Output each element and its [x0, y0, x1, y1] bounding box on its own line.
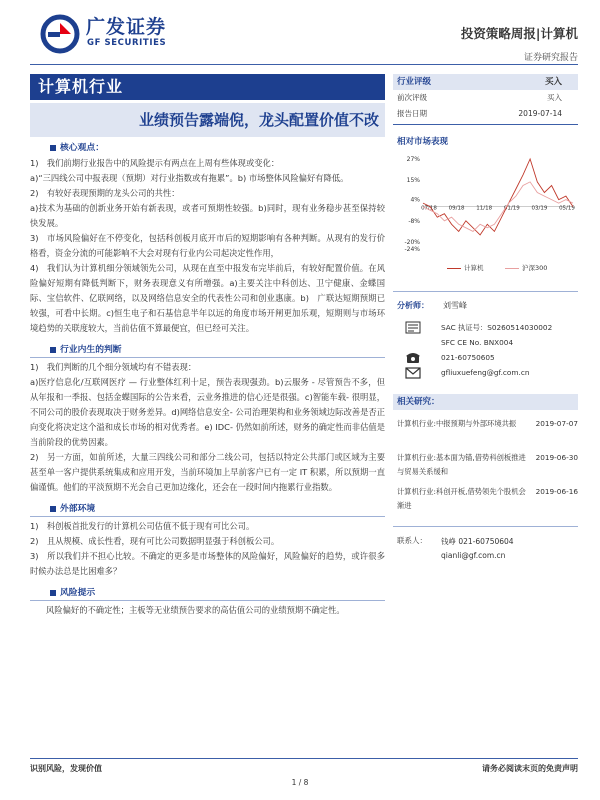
section-intrinsic-title: 行业内生的判断 — [30, 342, 385, 358]
core-para-2: a)“三四线公司中报表现（预期）对行业指数或有拖累”。b) 市场整体风险偏好有降低。 — [30, 173, 349, 183]
section-external-title: 外部环境 — [30, 501, 385, 517]
x-tick-label: 05/19 — [559, 205, 575, 212]
legend-item-0: 计算机 — [447, 263, 484, 272]
contact-label: 联系人： — [397, 536, 427, 545]
rating-value: 买入 — [544, 77, 562, 87]
sidebar-divider — [393, 124, 578, 125]
chart-legend — [393, 263, 578, 277]
analyst-sfc: SFC CE No. BNX004 — [441, 338, 514, 347]
logo-cn: 广发证券 — [86, 16, 167, 38]
external-para-1: 1) 科创板首批发行的计算机公司估值不低于现有可比公司。 — [30, 521, 255, 531]
relative-performance-chart — [393, 153, 578, 263]
external-para-2: 2) 且从规模、成长性看，现有可比公司数据明显强于科创板公司。 — [30, 536, 280, 546]
report-type: 投资策略周报|计算机 — [460, 26, 578, 41]
core-para-5: 3) 市场风险偏好在不停变化，包括科创板月底开市后的短期影响有各种判断。从现有的发行价格看，资金分流的可能影响不大会对现有行业内公司起决定性作用， — [30, 233, 385, 258]
footer-divider — [30, 758, 578, 759]
logo-mark-icon — [40, 14, 80, 54]
related-research-title: 相关研究： — [393, 394, 578, 410]
core-para-3: 2) 有较好表现预期的龙头公司的共性： — [30, 188, 180, 198]
bullet-square-icon — [50, 590, 56, 596]
sidebar — [393, 74, 578, 563]
analyst-email[interactable]: gfliuxuefeng@gf.com.cn — [393, 365, 578, 380]
x-tick-label: 09/18 — [448, 205, 465, 212]
contact-block — [393, 526, 578, 563]
bullet-square-icon — [50, 347, 56, 353]
intrinsic-para-1: 1) 我们判断的几个细分领域均有不错表现： — [30, 362, 197, 372]
main-column — [30, 140, 385, 618]
analyst-block — [393, 291, 578, 380]
bullet-square-icon — [50, 145, 56, 151]
section-risk-title: 风险提示 — [30, 585, 385, 601]
company-logo — [40, 10, 200, 60]
y-tick-label: -8% — [408, 217, 420, 225]
chart-title: 相对市场表现 — [397, 137, 449, 147]
footer-disclaimer: 请务必阅读末页的免责声明 — [482, 764, 578, 773]
mail-icon — [405, 366, 421, 379]
risk-para-1: 风险偏好的不确定性；主板等无业绩预告要求的高估值公司的业绩预期不确定性。 — [46, 605, 345, 615]
report-headline: 业绩预告露端倪，龙头配置价值不改 — [30, 103, 385, 137]
legend-swatch-1 — [505, 268, 519, 269]
previous-rating-row: 前次评级 买入 — [397, 93, 562, 102]
y-tick-label: 4% — [410, 196, 420, 204]
legend-swatch-0 — [447, 268, 461, 269]
x-tick-label: 11/18 — [476, 205, 493, 212]
y-tick-label: -20% — [404, 238, 420, 246]
y-tick-label: -24% — [404, 246, 420, 253]
analyst-label: 分析师： — [397, 301, 429, 310]
y-tick-label: 15% — [406, 177, 420, 185]
chart-svg — [393, 153, 578, 263]
related-item-1[interactable]: 计算机行业:基本面为锚,借势科创板推进与贸易关系缓和 2019-06-30 — [397, 453, 578, 476]
core-para-4: a)技术为基础的创新业务开始有新表现，或者可预期性较强。b)同时，现有业务稳步甚至保持较快发展。 — [30, 203, 385, 228]
section-core-title: 核心观点： — [30, 140, 385, 156]
x-tick-label: 01/19 — [503, 205, 520, 212]
related-item-2[interactable]: 计算机行业:科创开板,借势领先个股机会渐进 2019-06-16 — [397, 487, 578, 510]
x-tick-label: 07/18 — [421, 205, 437, 212]
report-date-row: 报告日期 2019-07-14 — [397, 109, 562, 118]
analyst-name: 刘雪峰 — [443, 301, 467, 310]
external-para-3: 3) 所以我们并不担心比较。不确定的更多是市场整体的风险偏好，风险偏好的趋势，或许很多时候办法总是比困难多？ — [30, 551, 385, 576]
contact-email[interactable]: qianli@gf.com.cn — [441, 551, 506, 560]
industry-rating: 行业评级 买入 — [393, 74, 578, 90]
y-tick-label: 27% — [406, 156, 420, 163]
related-item-0[interactable]: 计算机行业:中报预期与外部环境共振 2019-07-07 — [397, 419, 578, 428]
industry-title: 计算机行业 — [30, 74, 385, 100]
footer-slogan: 识别风险，发现价值 — [30, 764, 102, 773]
contact-phone: 钱峥 021-60750604 — [441, 537, 514, 546]
phone-icon — [405, 351, 421, 364]
bullet-square-icon — [50, 506, 56, 512]
logo-en: GF SECURITIES — [87, 38, 167, 48]
intrinsic-para-2: a)医疗信息化/互联网医疗 — 行业整体红利十足，预告表现强劲。b)云服务 - 尽管预告不多，但从年报和一季报、包括金蝶国际的公告来看，云业务推进的信心还是很强。c)智能车载- 很明显，不同公司的股价表现取决于财务差异。d)网络信息安全- 公司治理架构和业务领域边际改善是否正向变化将决定这个溢和成长市场的相对优秀者。e) IDC- 仍然如前所述，财务的确定性而非估值是当前阶段的优势因素。 — [30, 377, 385, 447]
series-line-0 — [423, 159, 573, 235]
certificate-icon — [405, 321, 421, 334]
intrinsic-para-3: 2) 另一方面，如前所述，大量三四线公司和部分二线公司，包括以特定公共部门或区域为主要甚至单一客户提供系统集成和应用开发，当前环境加上早前客户已有一定 IT 积累，所以预期一直偏谨慎。他们的平淡预期不光会自己更加边缘化，还会在一段时间内拖累行业指数。 — [30, 452, 385, 492]
report-category: 证券研究报告 — [523, 53, 578, 63]
analyst-phone: 021-60750605 — [393, 350, 578, 365]
header-divider — [30, 64, 578, 65]
x-tick-label: 03/19 — [531, 205, 548, 212]
legend-item-1: 沪深300 — [505, 263, 547, 272]
header-right — [461, 24, 578, 63]
analyst-sac: SAC 执证号：S0260514030002 — [393, 320, 578, 335]
core-para-6: 4) 我们认为计算机细分领域领先公司，从现在直至中报发布完毕前后，有较好配置价值。在风险偏好短期有降低判断下，财务表现意义有所增强。a)主要关注中科创达、卫宁健康、金蝶国际、宝信软件、亿联网络，以及网络信息安全的代表性公司和创业惠康。b) 广联达短期预期已较强，可看中长期。c)恒生电子和石基信息半年以远的角度市场开闸更加乐观，短期则与市场环境趋势的关联度较大，当前估值不算最便宜，但已经可关注。 — [30, 263, 385, 333]
page-number: 1 / 8 — [291, 778, 309, 787]
core-para-1: 1) 我们前期行业报告中的风险提示有两点在上周有些体现或变化： — [30, 158, 280, 168]
